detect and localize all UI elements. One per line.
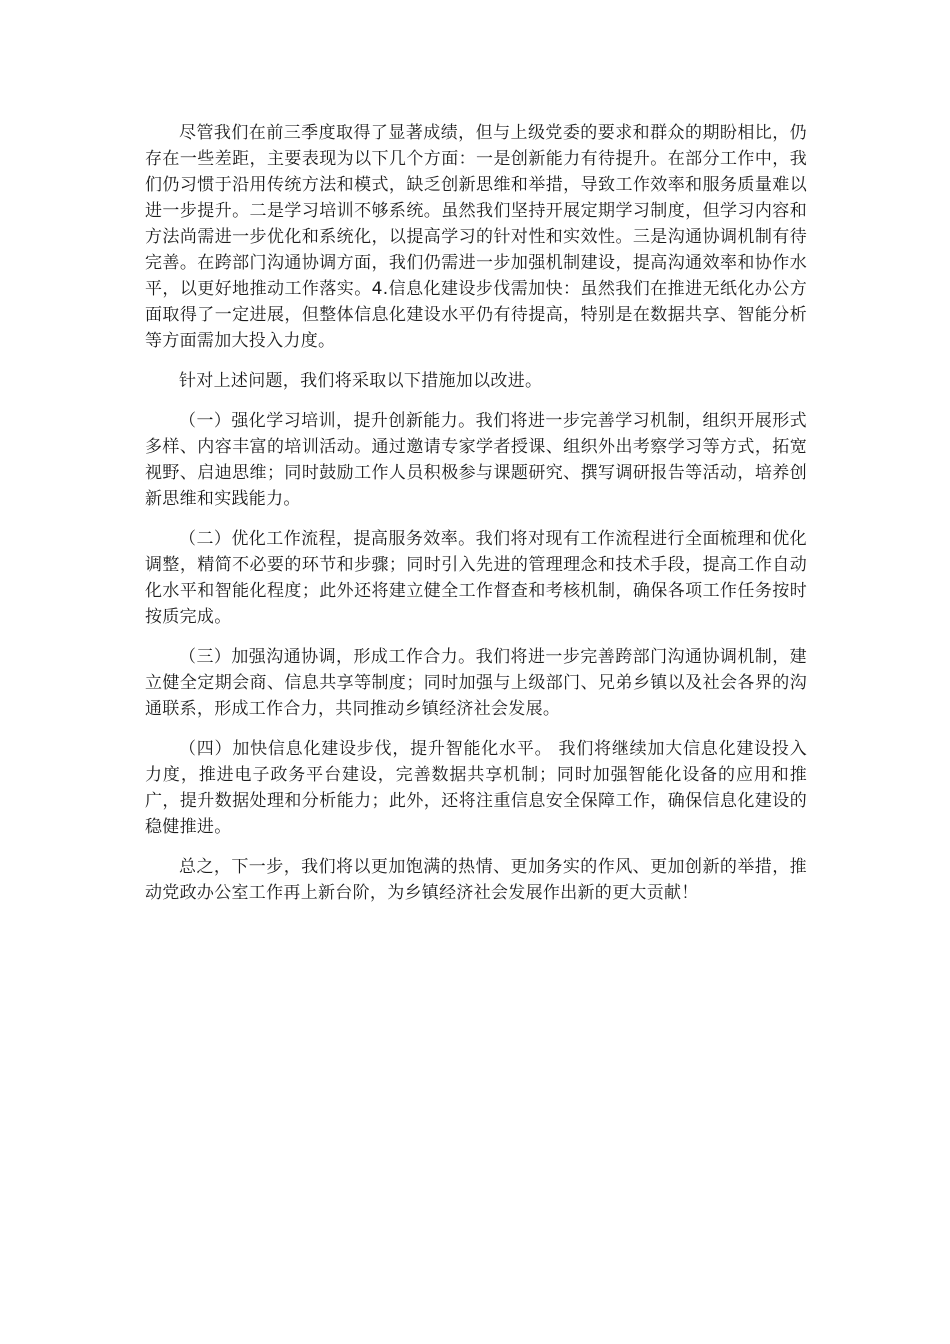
paragraph-shortcomings: 尽管我们在前三季度取得了显著成绩，但与上级党委的要求和群众的期盼相比，仍存在一些差距，主要表现为以下几个方面：一是创新能力有待提升。在部分工作中，我们仍习惯于沿用传统方法和模式，缺乏创新思维和举措，导致工作效率和服务质量难以进一步提升。二是学习培训不够系统。虽然我们坚持开展定期学习制度，但学习内容和方法尚需进一步优化和系统化，以提高学习的针对性和实效性。三是沟通协调机制有待完善。在跨部门沟通协调方面，我们仍需进一步加强机制建设，提高沟通效率和协作水平，以更好地推动工作落实。4.信息化建设步伐需加快：虽然我们在推进无纸化办公方面取得了一定进展，但整体信息化建设水平仍有待提高，特别是在数据共享、智能分析等方面需加大投入力度。 [145,123,807,351]
paragraph-measure-2: （二）优化工作流程，提高服务效率。我们将对现有工作流程进行全面梳理和优化调整，精简不必要的环节和步骤；同时引入先进的管理理念和技术手段，提高工作自动化水平和智能化程度；此外还将建立健全工作督查和考核机制，确保各项工作任务按时按质完成。 [145,529,807,627]
paragraph-measures-intro: 针对上述问题，我们将采取以下措施加以改进。 [179,371,543,391]
paragraph-conclusion: 总之，下一步，我们将以更加饱满的热情、更加务实的作风、更加创新的举措，推动党政办公室工作再上新台阶，为乡镇经济社会发展作出新的更大贡献！ [145,857,807,903]
paragraph-measure-3: （三）加强沟通协调，形成工作合力。我们将进一步完善跨部门沟通协调机制，建立健全定期会商、信息共享等制度；同时加强与上级部门、兄弟乡镇以及社会各界的沟通联系，形成工作合力，共同推动乡镇经济社会发展。 [145,647,807,719]
paragraph-measure-1: （一）强化学习培训，提升创新能力。我们将进一步完善学习机制，组织开展形式多样、内容丰富的培训活动。通过邀请专家学者授课、组织外出考察学习等方式，拓宽视野、启迪思维；同时鼓励工作人员积极参与课题研究、撰写调研报告等活动，培养创新思维和实践能力。 [145,411,807,509]
document-body [145,120,807,920]
paragraph-measure-4: （四）加快信息化建设步伐，提升智能化水平。 我们将继续加大信息化建设投入力度，推进电子政务平台建设，完善数据共享机制；同时加强智能化设备的应用和推广，提升数据处理和分析能力；此外，还将注重信息安全保障工作，确保信息化建设的稳健推进。 [145,739,807,837]
